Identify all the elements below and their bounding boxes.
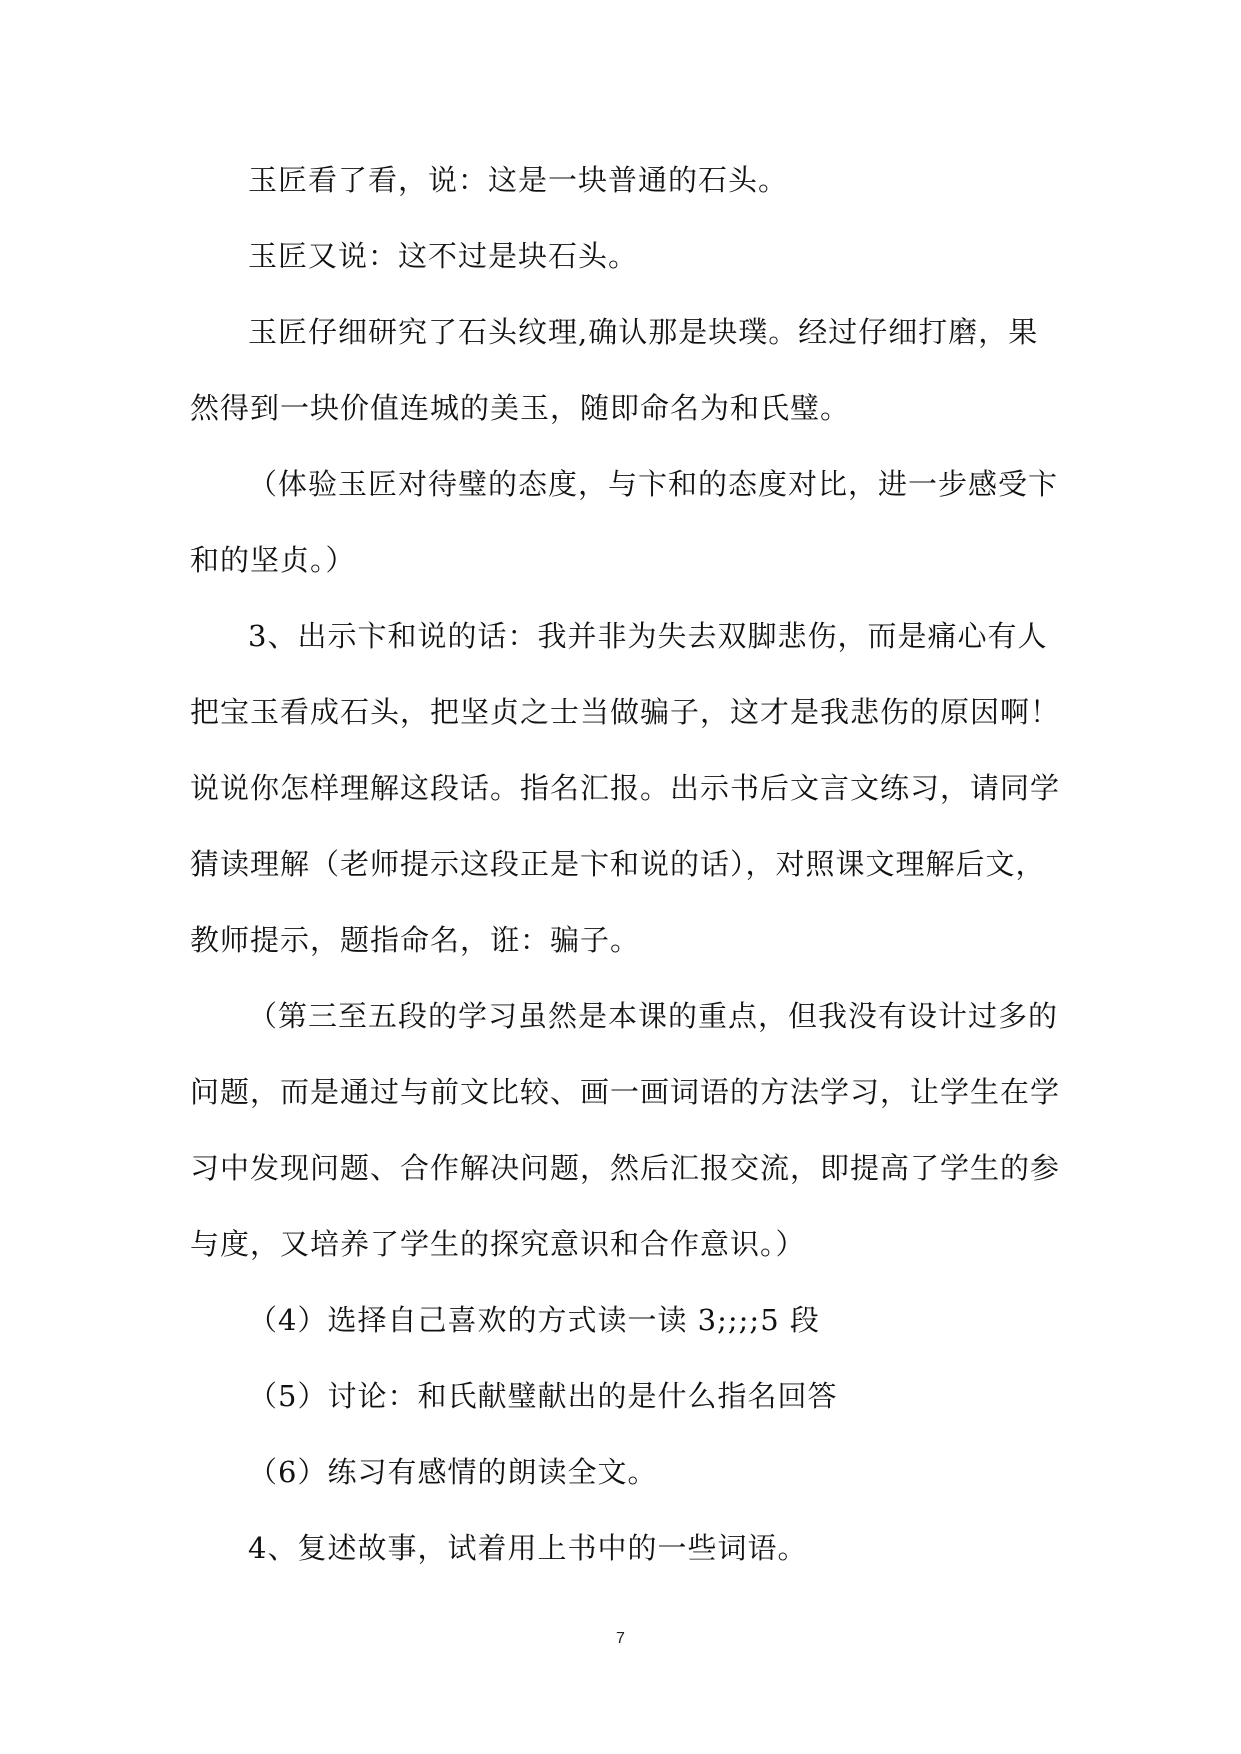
paragraph: （第三至五段的学习虽然是本课的重点，但我没有设计过多的问题，而是通过与前文比较、画一画词语的方法学习，让学生在学习中发现问题、合作解决问题，然后汇报交流，即提高了学生的参与度，又培养了学生的探究意识和合作意识。） xyxy=(190,999,1061,1261)
paragraph: （4）选择自己喜欢的方式读一读 3;;;;5 段 xyxy=(248,1303,820,1337)
paragraph: 玉匠看了看，说：这是一块普通的石头。 xyxy=(248,163,789,197)
paragraph: （6）练习有感情的朗读全文。 xyxy=(248,1455,658,1489)
paragraph: 玉匠又说：这不过是块石头。 xyxy=(248,239,639,273)
page-number: 7 xyxy=(616,1630,625,1647)
document-body xyxy=(190,142,1060,1586)
paragraph: （体验玉匠对待璧的态度，与卞和的态度对比，进一步感受卞和的坚贞。） xyxy=(190,467,1059,577)
paragraph: （5）讨论：和氏献璧献出的是什么指名回答 xyxy=(248,1379,838,1413)
paragraph: 玉匠仔细研究了石头纹理,确认那是块璞。经过仔细打磨，果然得到一块价值连城的美玉，随即命名为和氏璧。 xyxy=(190,315,1039,425)
paragraph: 4、复述故事，试着用上书中的一些词语。 xyxy=(248,1531,808,1565)
paragraph: 3、出示卞和说的话：我并非为失去双脚悲伤，而是痛心有人把宝玉看成石头，把坚贞之士当做骗子，这才是我悲伤的原因啊！说说你怎样理解这段话。指名汇报。出示书后文言文练习，请同学猜读理解（老师提示这段正是卞和说的话），对照课文理解后文，教师提示，题指命名，诳：骗子。 xyxy=(190,619,1061,957)
